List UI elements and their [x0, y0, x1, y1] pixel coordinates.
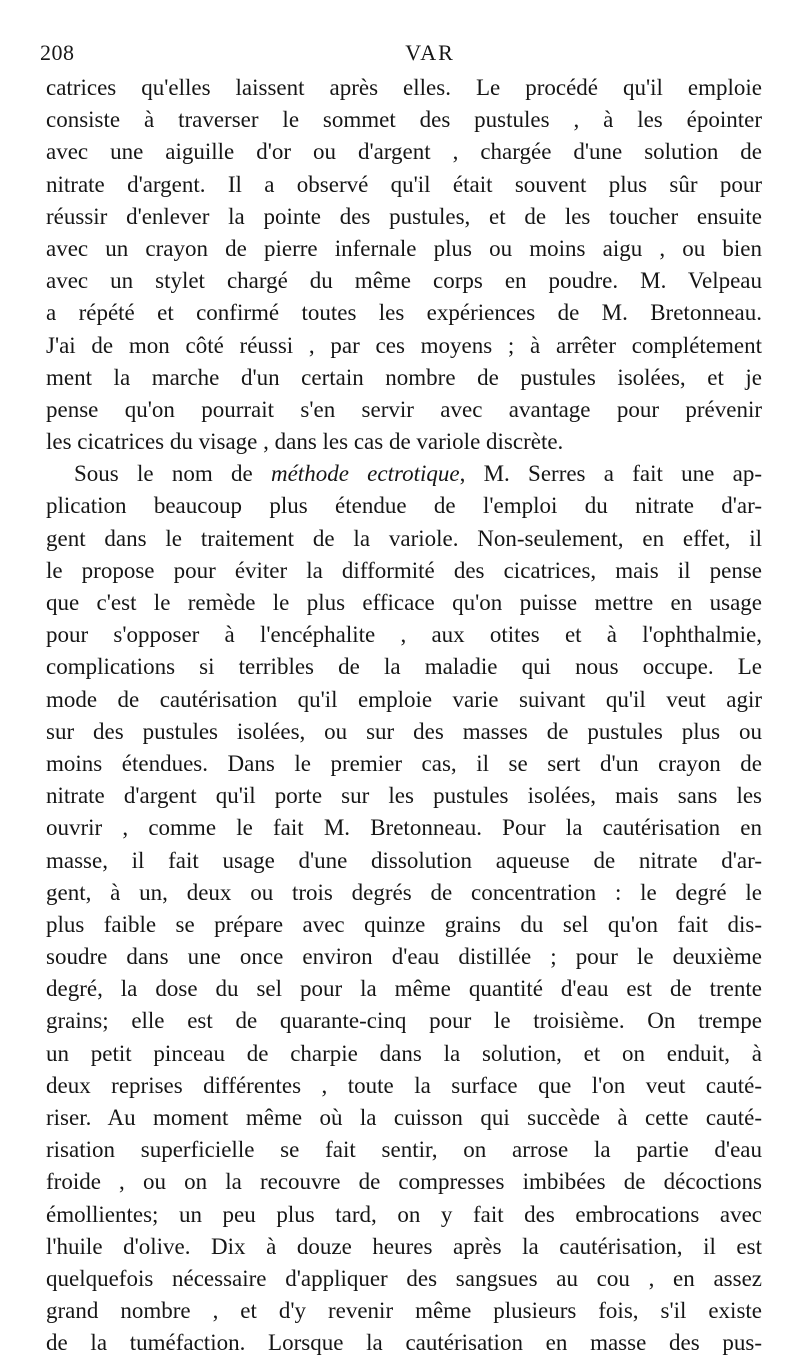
text-line: avec un crayon de pierre infernale plus ou moins aigu , ou bien [46, 235, 762, 261]
text-line [46, 458, 762, 490]
text-line: froide , ou on la recouvre de compresses imbibées de décoctions [46, 1169, 762, 1195]
paragraph-1 [46, 72, 762, 458]
text-line: consiste à traverser le sommet des pustules , à les épointer [46, 107, 762, 133]
text-line: les cicatrices du visage , dans les cas de variole discrète. [46, 429, 564, 455]
text-line: a répété et confirmé toutes les expériences de M. Bretonneau. [46, 300, 762, 326]
text-segment: , M. Serres a fait une ap- [459, 461, 762, 487]
page-header [40, 40, 740, 70]
text-line: pense qu'on pourrait s'en servir avec avantage pour prévenir [46, 396, 762, 422]
text-line: catrices qu'elles laissent après elles. Le procédé qu'il emploie [46, 75, 762, 100]
text-line: de la tuméfaction. Lorsque la cautérisation en masse des pus- [46, 1330, 762, 1356]
text-line: le propose pour éviter la difformité des cicatrices, mais il pense [46, 557, 762, 583]
text-line: plication beaucoup plus étendue de l'emploi du nitrate d'ar- [46, 493, 762, 519]
text-line: deux reprises différentes , toute la surface que l'on veut cauté- [46, 1072, 762, 1098]
text-line: que c'est le remède le plus efficace qu'on puisse mettre en usage [46, 590, 762, 615]
text-line: degré, la dose du sel pour la même quantité d'eau est de trente [46, 976, 762, 1002]
italic-term: méthode ectrotique [270, 461, 460, 487]
text-line: quelquefois nécessaire d'appliquer des sangsues au cou , en assez [46, 1265, 762, 1291]
page-number: 208 [40, 40, 75, 65]
text-line: grand nombre , et d'y revenir même plusieurs fois, s'il existe [46, 1298, 762, 1324]
text-line: grains; elle est de quarante-cinq pour le troisième. On trempe [46, 1008, 762, 1034]
text-line: risation superficielle se fait sentir, on arrose la partie d'eau [46, 1137, 762, 1163]
text-line: complications si terribles de la maladie qui nous occupe. Le [46, 654, 762, 680]
text-line: mode de cautérisation qu'il emploie varie suivant qu'il veut agir [46, 686, 762, 712]
running-head: VAR [405, 40, 455, 65]
text-line: un petit pinceau de charpie dans la solution, et on enduit, à [46, 1040, 762, 1066]
text-line: ment la marche d'un certain nombre de pustules isolées, et je [46, 364, 762, 390]
text-line: moins étendues. Dans le premier cas, il se sert d'un crayon de [46, 750, 762, 776]
text-line: J'ai de mon côté réussi , par ces moyens ; à arrêter complétement [46, 332, 762, 358]
text-line: ouvrir , comme le fait M. Bretonneau. Pour la cautérisation en [46, 815, 762, 841]
text-line: gent dans le traitement de la variole. Non-seulement, en effet, il [46, 525, 762, 551]
text-line: réussir d'enlever la pointe des pustules, et de les toucher ensuite [46, 203, 762, 229]
text-line: avec une aiguille d'or ou d'argent , chargée d'une solution de [46, 139, 762, 165]
text-line: émollientes; un peu plus tard, on y fait des embrocations avec [46, 1201, 762, 1227]
text-line: pour s'opposer à l'encéphalite , aux otites et à l'ophthalmie, [46, 622, 762, 648]
text-line: sur des pustules isolées, ou sur des masses de pustules plus ou [46, 718, 762, 744]
text-line: plus faible se prépare avec quinze grains du sel qu'on fait dis- [46, 911, 762, 937]
text-line: l'huile d'olive. Dix à douze heures après la cautérisation, il est [46, 1233, 762, 1259]
text-line: soudre dans une once environ d'eau distillée ; pour le deuxième [46, 944, 762, 970]
body-text [46, 72, 762, 1360]
text-line: avec un stylet chargé du même corps en poudre. M. Velpeau [46, 268, 762, 294]
text-line: nitrate d'argent qu'il porte sur les pustules isolées, mais sans les [46, 783, 762, 809]
text-line: riser. Au moment même où la cuisson qui succède à cette cauté- [46, 1105, 762, 1130]
paragraph-2 [46, 458, 762, 1359]
text-line: nitrate d'argent. Il a observé qu'il était souvent plus sûr pour [46, 171, 762, 197]
text-line: gent, à un, deux ou trois degrés de concentration : le degré le [46, 879, 762, 905]
text-line: masse, il fait usage d'une dissolution aqueuse de nitrate d'ar- [46, 847, 762, 873]
text-segment: Sous le nom de [74, 461, 271, 487]
